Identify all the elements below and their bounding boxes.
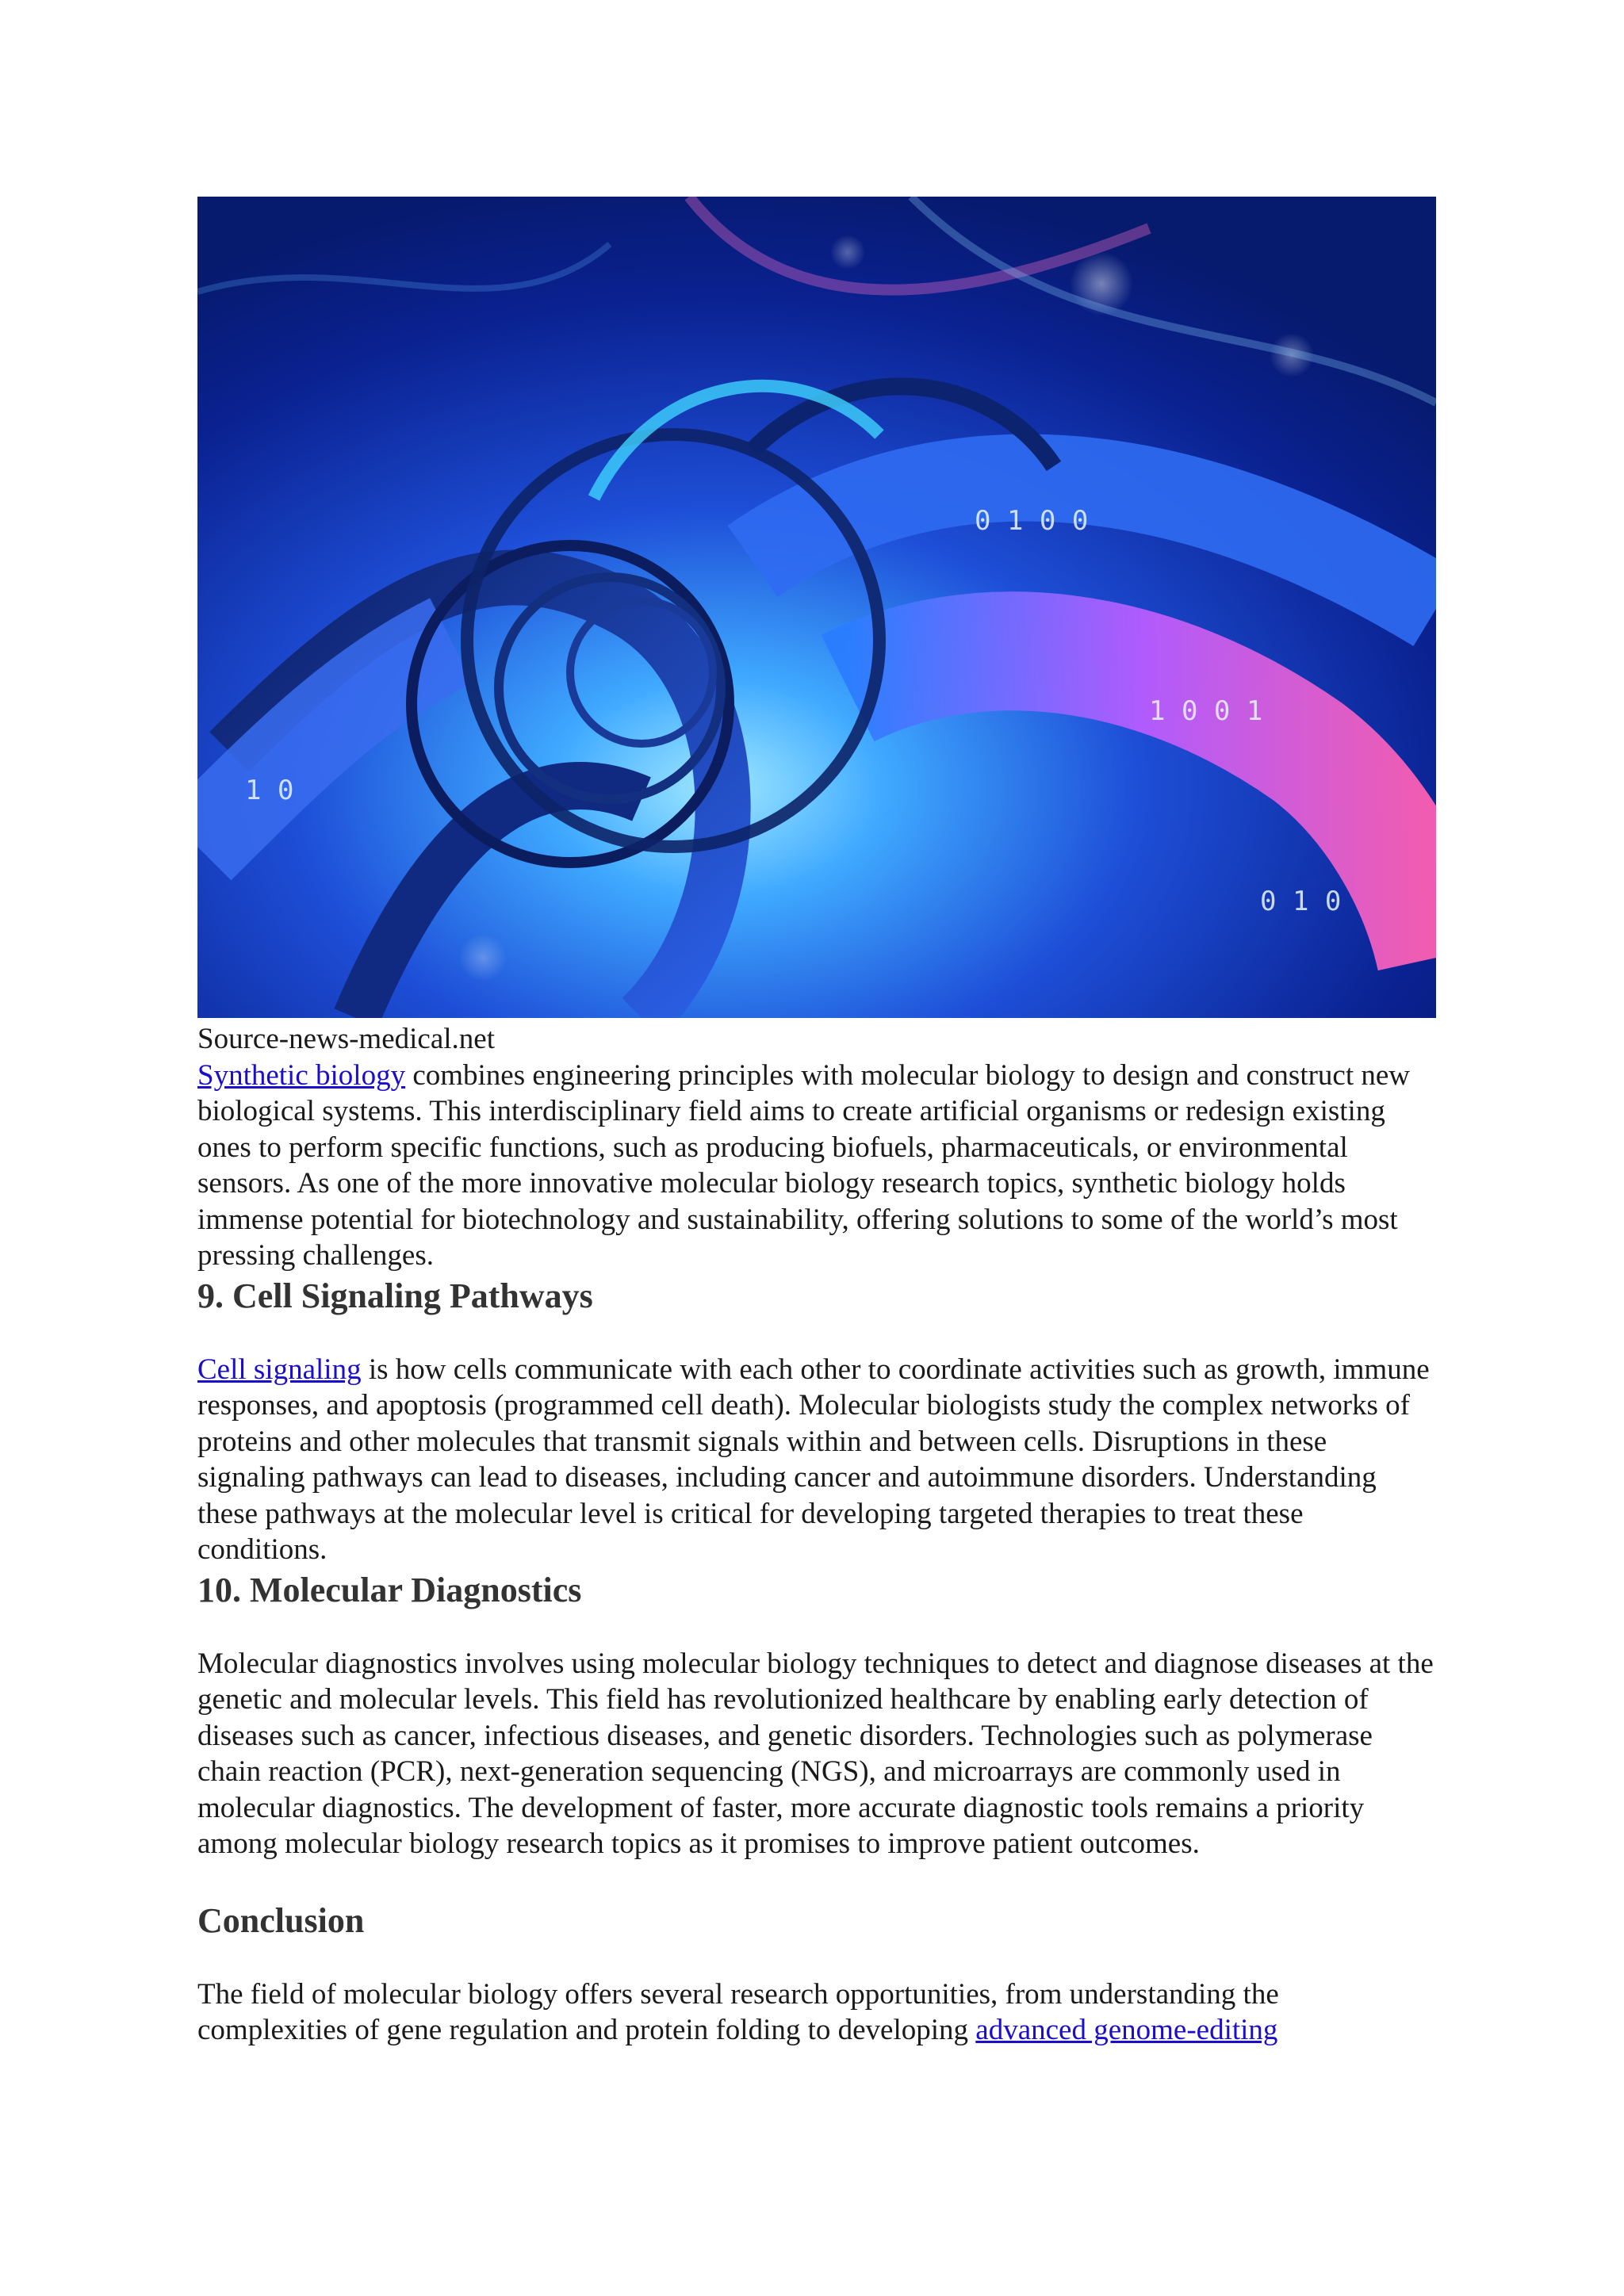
conclusion-paragraph xyxy=(197,1976,1436,2049)
synthetic-biology-link[interactable]: Synthetic biology xyxy=(197,1058,406,1092)
article-page xyxy=(197,197,1436,2049)
cell-signaling-link[interactable]: Cell signaling xyxy=(197,1353,362,1386)
synthetic-biology-text: combines engineering principles with molecular biology to design and construct new biological systems. This interdisciplinary field aims to create artificial organisms or redesign existing ones to perform specific functions, such as producing biofuels, pharmaceuticals, or environmental sensors. As one of the more innovative molecular biology research topics, synthetic biology holds immense potential for biotechnology and sustainability, offering solutions to some of the world’s most pressing challenges. xyxy=(197,1058,1411,1272)
svg-text:1 0: 1 0 xyxy=(245,775,294,806)
hero-image xyxy=(197,197,1436,1018)
image-caption: Source-news-medical.net xyxy=(197,1023,495,1055)
synthetic-biology-paragraph xyxy=(197,1058,1436,1274)
section-10-heading: 10. Molecular Diagnostics xyxy=(197,1570,582,1609)
molecular-diagnostics-paragraph: Molecular diagnostics involves using molecular biology techniques to detect and diagnose diseases at the genetic and molecular levels. This field has revolutionized healthcare by enabling early detection of diseases such as cancer, infectious diseases, and genetic disorders. Technologies such as polymerase chain reaction (PCR), next-generation sequencing (NGS), and microarrays are commonly used in molecular diagnostics. The development of faster, more accurate diagnostic tools remains a priority among molecular biology research topics as it promises to improve patient outcomes. xyxy=(197,1647,1434,1860)
genome-editing-link[interactable]: advanced genome-editing xyxy=(975,2014,1278,2046)
conclusion-text: The field of molecular biology offers several research opportunities, from understanding the complexities of gene regulation and protein folding to developing xyxy=(197,1977,1279,2046)
svg-text:1 0 0 1: 1 0 0 1 xyxy=(1149,695,1263,727)
conclusion-heading: Conclusion xyxy=(197,1900,365,1940)
cell-signaling-text: is how cells communicate with each other to coordinate activities such as growth, immune responses, and apoptosis (programmed cell death). Molecular biologists study the complex networks of proteins and other molecules that transmit signals within and between cells. Disruptions in these signaling pathways can lead to diseases, including cancer and autoimmune disorders. Understanding these pathways at the molecular level is critical for developing targeted therapies to treat these conditions. xyxy=(197,1353,1430,1566)
svg-text:0 1 0 0: 0 1 0 0 xyxy=(975,505,1089,537)
section-9-heading: 9. Cell Signaling Pathways xyxy=(197,1276,593,1315)
cell-signaling-paragraph xyxy=(197,1352,1436,1568)
svg-text:0 1 0: 0 1 0 xyxy=(1260,886,1342,917)
